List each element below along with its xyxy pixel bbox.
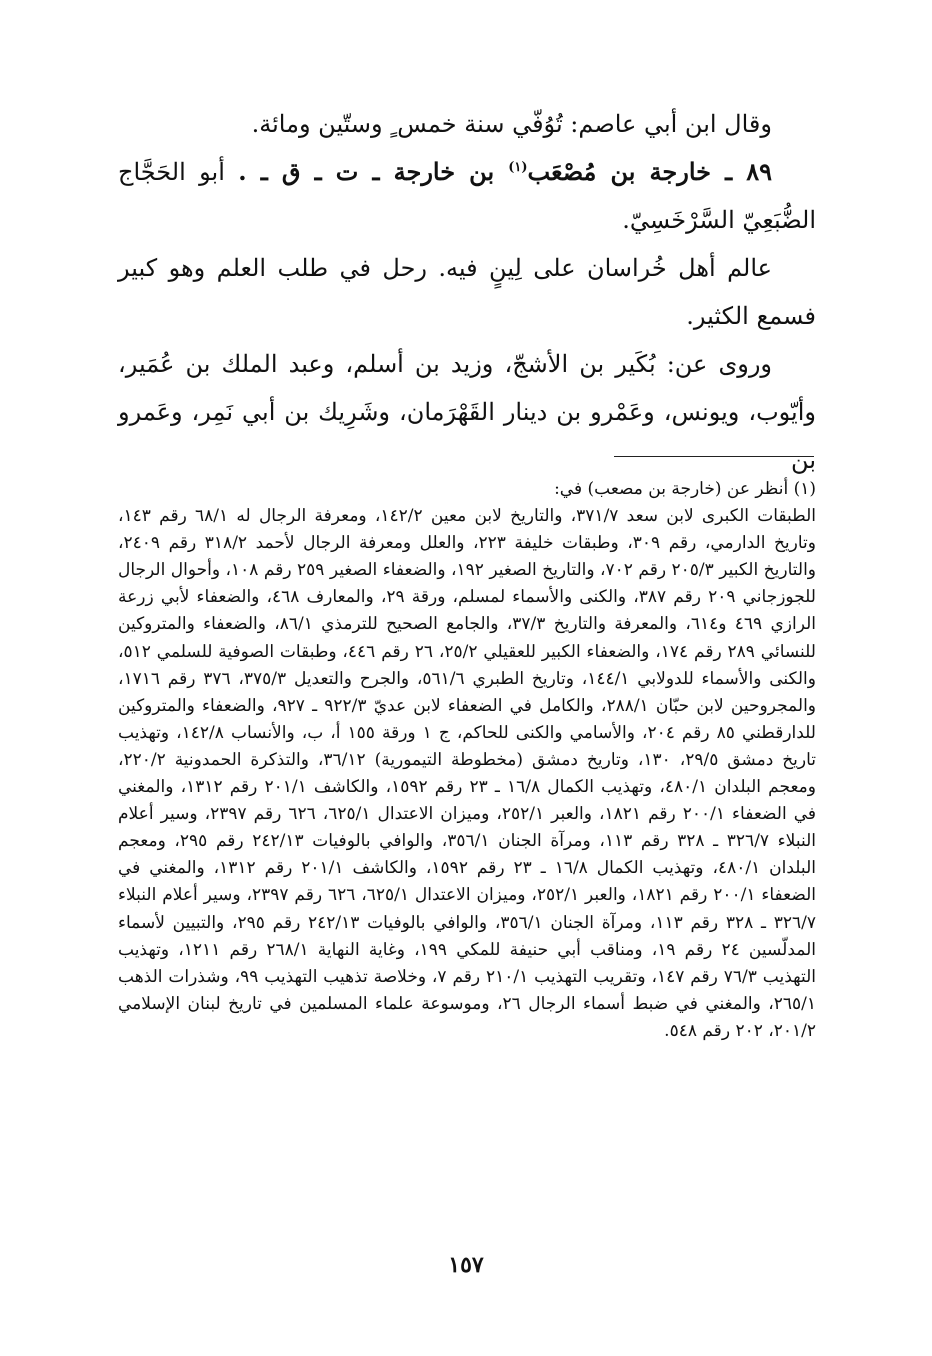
paragraph-death-note: وقال ابن أبي عاصم: تُوُفّي سنة خمس ٍ وستّين ومائة. (251, 110, 772, 138)
entry-title: ٨٩ ـ خارجة بن مُصْعَب (527, 157, 773, 186)
footnote-heading: (١) أنظر عن (خارجة بن مصعب) في: (554, 479, 816, 499)
entry-kunya: أبو الحَجَّاج الضُّبَعِيّ السَّرْخَسِيّ. (118, 158, 816, 234)
entry-name (238, 157, 772, 186)
page-number: ١٥٧ (448, 1252, 484, 1278)
footnote-divider (614, 456, 814, 457)
paragraph-narrated-from: وروى عن: بُكَير بن الأشجّ، وزيد بن أسلم، وعبد الملك بن عُمَير، وأيّوب، ويونس، وعَمْرو بن دينار القَهْرَمان، وشَرِيك بن أبي نَمِر، وعَمرو بن (118, 350, 816, 474)
biography-entry-heading (118, 148, 816, 244)
footnote-reference[interactable]: (١) (508, 160, 528, 175)
entry-title-continued: بن خارجة ـ ت ـ ق ـ . (238, 157, 509, 186)
main-text (118, 100, 816, 484)
footnote-references: الطبقات الكبرى لابن سعد ٣٧١/٧، والتاريخ لابن معين ١٤٢/٢، ومعرفة الرجال له ٦٨/١ رقم ١٤٣، وتاريخ الدارمي، رقم ٣٠٩، وطبقات خليفة ٢٢٣، والعلل ومعرفة الرجال لأحمد ٣١٨/٢ رقم ٢٤٠٩، والتاريخ الكبير ٢٠٥/٣ رقم ٧٠٢، والتاريخ الصغير ١٩٢، والضعفاء الصغير ٢٥٩ رقم ١٠٨، وأحوال الرجال للجوزجاني ٢٠٩ رقم ٣٨٧، والكنى والأسماء لمسلم، ورقة ٢٩، والمعارف ٤٦٨، والضعفاء لأبي زرعة الرازي ٤٦٩ و٦١٤، والمعرفة والتاريخ ٣٧/٣، والجامع الصحيح للترمذي ٨٦/١، والضعفاء والمتروكين للنسائي ٢٨٩ رقم ١٧٤، والضعفاء الكبير للعقيلي ٢٥/٢، ٢٦ رقم ٤٤٦، وطبقات الصوفية للسلمي ٥١٢، والكنى والأسماء للدولابي ١٤٤/١، وتاريخ الطبري ٥٦١/٦، والجرح والتعديل ٣٧٥/٣، ٣٧٦ رقم ١٧١٦، والمجروحين لابن حبّان ٢٨٨/١، والكامل في الضعفاء لابن عديّ ٩٢٢/٣ ـ ٩٢٧، والضعفاء والمتروكين للدارقطني ٨٥ رقم ٢٠٤، والأسامي والكنى للحاكم، ج ١ ورقة ١٥٥ أ، ب، والأنساب ١٤٢/٨، وتهذيب تاريخ دمشق ٢٩/٥، ١٣٠، وتاريخ دمشق (مخطوطة التيمورية) ٣٦/١٢، والتذكرة الحمدونية ٢٢٠/٢، ومعجم البلدان ٤٨٠/١، وتهذيب الكمال ١٦/٨ ـ ٢٣ رقم ١٥٩٢، والكاشف ٢٠١/١ رقم ١٣١٢، والمغني في الضعفاء ٢٠٠/١ رقم ١٨٢١، والعبر ٢٥٢/١، وميزان الاعتدال ٦٢٥/١، ٦٢٦ رقم ٢٣٩٧، وسير أعلام النبلاء ٣٢٦/٧ ـ ٣٢٨ رقم ١١٣، ومرآة الجنان ٣٥٦/١، والوافي بالوفيات ٢٤٢/١٣ رقم ٢٩٥، ومعجم البلدان ٤٨٠/١، وتهذيب الكمال ١٦/٨ ـ ٢٣ رقم ١٥٩٢، والكاشف ٢٠١/١ رقم ١٣١٢، والمغني في الضعفاء ٢٠٠/١ رقم ١٨٢١، والعبر ٢٥٢/١، وميزان الاعتدال ٦٢٥/١، ٦٢٦ رقم ٢٣٩٧، وسير أعلام النبلاء ٣٢٦/٧ ـ ٣٢٨ رقم ١١٣، ومرآة الجنان ٣٥٦/١، والوافي بالوفيات ٢٤٢/١٣ رقم ٢٩٥، والتبيين لأسماء المدلّسين ٢٤ رقم ١٩، ومناقب أبي حنيفة للمكي ١٩٩، وغاية النهاية ٢٦٨/١ رقم ١٢١١، وتهذيب التهذيب ٧٦/٣ رقم ١٤٧، وتقريب التهذيب ٢١٠/١ رقم ٧، وخلاصة تذهيب التهذيب ٩٩، وشذرات الذهب ٢٦٥/١، والمغني في ضبط أسماء الرجال ٢٦، وموسوعة علماء المسلمين في تاريخ لبنان الإسلامي ٢٠١/٢، ٢٠٢ رقم ٥٤٨. (118, 506, 817, 1041)
footnote-block (118, 476, 816, 1045)
paragraph-description: عالم أهل خُراسان على لِينٍ فيه. رحل في طلب العلم وهو كبير فسمع الكثير. (118, 254, 816, 330)
